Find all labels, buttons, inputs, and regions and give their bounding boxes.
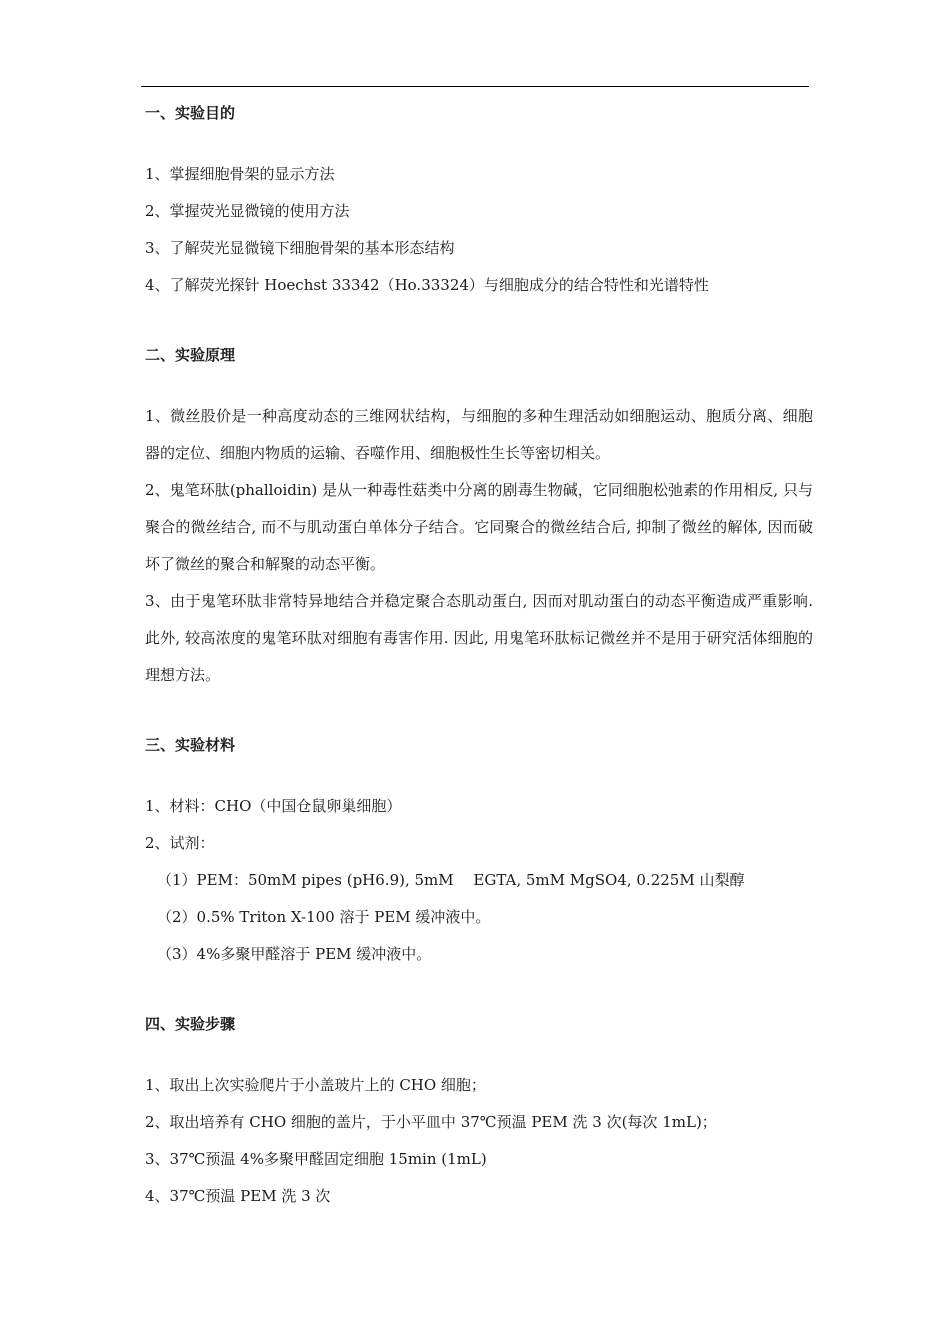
document-body [145, 100, 813, 1215]
section-title-principle: 二、实验原理 [145, 346, 236, 364]
procedure-step-2: 2、取出培养有 CHO 细胞的盖片，于小平皿中 37℃预温 PEM 洗 3 次(每次 1mL)； [145, 1113, 717, 1131]
materials-item-2: 2、试剂： [145, 834, 215, 852]
materials-item-1: 1、材料：CHO（中国仓鼠卵巢细胞） [145, 797, 402, 815]
reagent-item-1: （1）PEM：50mM pipes (pH6.9), 5mM EGTA, 5mM MgSO4, 0.225M 山梨醇 [157, 871, 745, 889]
objective-item-1: 1、掌握细胞骨架的显示方法 [145, 165, 335, 183]
procedure-step-3: 3、37℃预温 4%多聚甲醛固定细胞 15min (1mL) [145, 1150, 487, 1168]
reagent-item-3: （3）4%多聚甲醛溶于 PEM 缓冲液中。 [157, 945, 432, 963]
procedure-step-4: 4、37℃预温 PEM 洗 3 次 [145, 1187, 331, 1205]
section-title-objectives: 一、实验目的 [145, 104, 236, 122]
objective-item-4: 4、了解荧光探针 Hoechst 33342（Ho.33324）与细胞成分的结合特性和光谱特性 [145, 276, 709, 294]
procedure-step-1: 1、取出上次实验爬片于小盖玻片上的 CHO 细胞； [145, 1076, 486, 1094]
objective-item-2: 2、掌握荧光显微镜的使用方法 [145, 202, 350, 220]
section-title-materials: 三、实验材料 [145, 736, 236, 754]
principle-item-3: 3、由于鬼笔环肽非常特异地结合并稳定聚合态肌动蛋白, 因而对肌动蛋白的动态平衡造成严重影响. 此外, 较高浓度的鬼笔环肽对细胞有毒害作用. 因此, 用鬼笔环肽标记微丝并不是用于研究活体细胞的理想方法。 [145, 592, 813, 684]
reagent-item-2: （2）0.5% Triton X-100 溶于 PEM 缓冲液中。 [157, 908, 491, 926]
principle-item-2: 2、鬼笔环肽(phalloidin) 是从一种毒性菇类中分离的剧毒生物碱，它同细胞松弛素的作用相反, 只与聚合的微丝结合, 而不与肌动蛋白单体分子结合。它同聚合的微丝结合后, 抑制了微丝的解体, 因而破坏了微丝的聚合和解聚的动态平衡。 [145, 481, 813, 573]
principle-item-1: 1、微丝股价是一种高度动态的三维网状结构，与细胞的多种生理活动如细胞运动、胞质分离、细胞器的定位、细胞内物质的运输、吞噬作用、细胞极性生长等密切相关。 [145, 407, 813, 462]
header-rule [141, 86, 809, 87]
section-title-procedure: 四、实验步骤 [145, 1015, 236, 1033]
objective-item-3: 3、了解荧光显微镜下细胞骨架的基本形态结构 [145, 239, 455, 257]
